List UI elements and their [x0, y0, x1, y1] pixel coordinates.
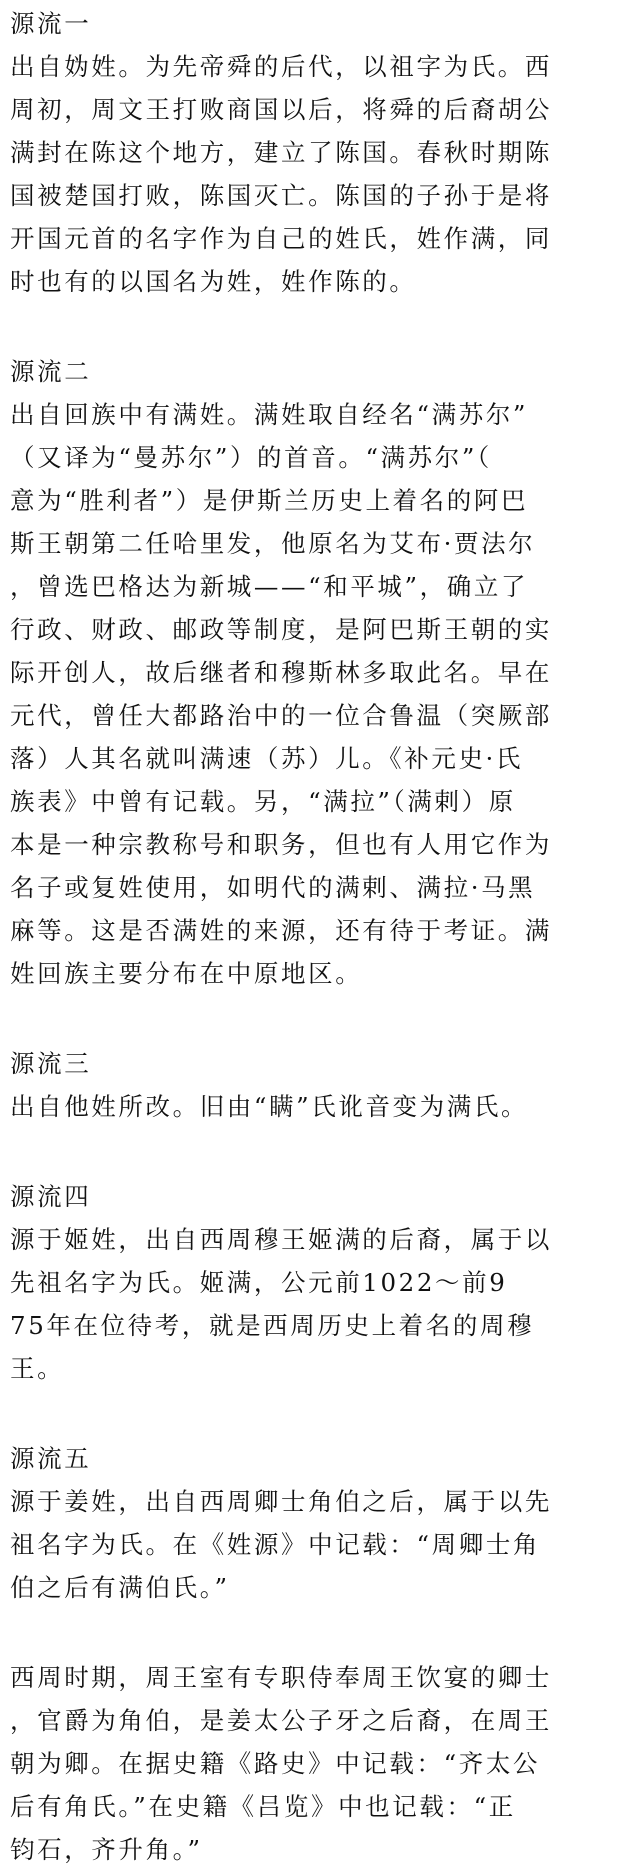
paragraph-line: 后有角氏。”在史籍《吕览》中也记载：“正 [10, 1792, 516, 1821]
section-gap [10, 1390, 634, 1437]
paragraph-line: 姓回族主要分布在中原地区。 [10, 959, 363, 988]
section-title: 源流三 [10, 1049, 92, 1078]
paragraph-line: 出自他姓所改。旧由“瞒”氏讹音变为满氏。 [10, 1092, 529, 1121]
section-gap [10, 995, 634, 1042]
paragraph-line: 出自妫姓。为先帝舜的后代，以祖字为氏。西 [10, 52, 552, 81]
closing-paragraph [10, 1656, 634, 1871]
paragraph-line: 本是一种宗教称号和职务，但也有人用它作为 [10, 830, 552, 859]
section-title: 源流二 [10, 357, 92, 386]
paragraph-line: ，官爵为角伯，是姜太公子牙之后裔，在周王 [10, 1706, 552, 1735]
paragraph-line: 源于姬姓，出自西周穆王姬满的后裔，属于以 [10, 1225, 552, 1254]
paragraph-line: 麻等。这是否满姓的来源，还有待于考证。满 [10, 916, 552, 945]
paragraph-line: 名子或复姓使用，如明代的满剌、满拉·马黑 [10, 873, 536, 902]
paragraph-line: 源于姜姓，出自西周卿士角伯之后，属于以先 [10, 1487, 552, 1516]
paragraph-line: 75年在位待考，就是西周历史上着名的周穆 [10, 1311, 535, 1340]
paragraph-line: 周初，周文王打败商国以后，将舜的后裔胡公 [10, 95, 552, 124]
paragraph-line: 落）人其名就叫满速（苏）儿。《补元史·氏 [10, 744, 524, 773]
paragraph-line: （又译为“曼苏尔”）的首音。“满苏尔”（ [10, 443, 492, 472]
section-title: 源流一 [10, 9, 92, 38]
section-origin-2 [10, 350, 634, 995]
paragraph-line: 西周时期，周王室有专职侍奉周王饮宴的卿士 [10, 1663, 552, 1692]
section-title: 源流四 [10, 1182, 92, 1211]
paragraph-line: 出自回族中有满姓。满姓取自经名“满苏尔” [10, 400, 529, 429]
paragraph-line: 行政、财政、邮政等制度，是阿巴斯王朝的实 [10, 615, 552, 644]
paragraph-line: 时也有的以国名为姓，姓作陈的。 [10, 267, 417, 296]
paragraph-line: 际开创人，故后继者和穆斯林多取此名。早在 [10, 658, 552, 687]
section-gap [10, 1609, 634, 1656]
paragraph-line: 祖名字为氏。在《姓源》中记载：“周卿士角 [10, 1530, 541, 1559]
section-origin-1 [10, 2, 634, 303]
section-gap [10, 1128, 634, 1175]
paragraph-line: 伯之后有满伯氏。” [10, 1573, 230, 1602]
paragraph-line: 钧石，齐升角。” [10, 1835, 203, 1864]
section-origin-5 [10, 1437, 634, 1609]
paragraph-line: 满封在陈这个地方，建立了陈国。春秋时期陈 [10, 138, 552, 167]
section-origin-3 [10, 1042, 634, 1128]
paragraph-line: 先祖名字为氏。姬满，公元前1022～前9 [10, 1268, 508, 1297]
paragraph-line: 元代，曾任大都路治中的一位合鲁温（突厥部 [10, 701, 552, 730]
paragraph-line: 族表》中曾有记载。另，“满拉”（满剌）原 [10, 787, 516, 816]
paragraph-line: 斯王朝第二任哈里发，他原名为艾布·贾法尔 [10, 529, 536, 558]
paragraph-line: 意为“胜利者”）是伊斯兰历史上着名的阿巴 [10, 486, 529, 515]
paragraph-line: 国被楚国打败，陈国灭亡。陈国的子孙于是将 [10, 181, 552, 210]
paragraph-line: 朝为卿。在据史籍《路史》中记载：“齐太公 [10, 1749, 541, 1778]
section-gap [10, 303, 634, 350]
paragraph-line: 王。 [10, 1354, 65, 1383]
section-title: 源流五 [10, 1444, 92, 1473]
paragraph-line: 开国元首的名字作为自己的姓氏，姓作满，同 [10, 224, 552, 253]
paragraph-line: ，曾选巴格达为新城——“和平城”，确立了 [10, 572, 529, 601]
section-origin-4 [10, 1175, 634, 1390]
